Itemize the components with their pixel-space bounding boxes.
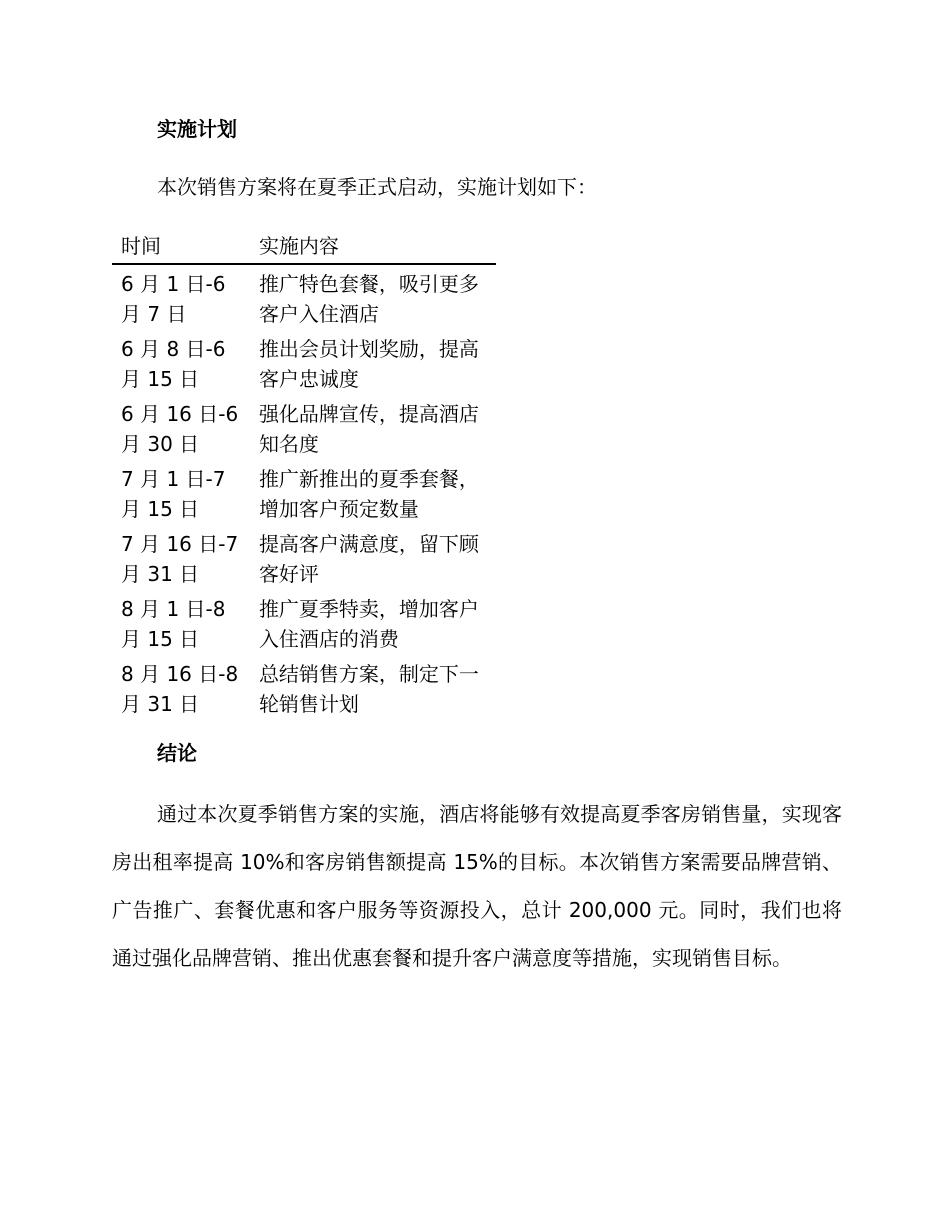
table-header-row [112,231,496,264]
section-heading-conclusion: 结论 [157,741,197,765]
table-cell-time: 6 月 16 日-6 月 30 日 [121,402,239,456]
plan-intro-paragraph: 本次销售方案将在夏季正式启动，实施计划如下： [157,175,597,199]
conclusion-paragraph: 通过本次夏季销售方案的实施，酒店将能够有效提高夏季客房销售量，实现客房出租率提高 10%和客房销售额提高 15%的目标。本次销售方案需要品牌营销、广告推广、套餐优惠和客户服务等资源投入，总计 200,000 元。同时，我们也将通过强化品牌营销、推出优惠套餐和提升客户满意度等措施，实现销售目标。 [112,802,842,970]
table-cell-content: 推广特色套餐，吸引更多客户入住酒店 [258,272,479,326]
table-cell-time: 6 月 8 日-6 月 15 日 [121,337,226,391]
table-row [112,589,496,654]
table-row [112,524,496,589]
column-header-content: 实施内容 [250,231,496,264]
table-cell-content: 推出会员计划奖励，提高客户忠诚度 [258,337,479,391]
table-cell-content: 提高客户满意度，留下顾客好评 [258,532,479,586]
section-heading-plan: 实施计划 [157,117,237,141]
table-row [112,264,496,329]
table-cell-time: 8 月 16 日-8 月 31 日 [121,662,239,716]
table-cell-time: 6 月 1 日-6 月 7 日 [121,272,226,326]
table-cell-content: 强化品牌宣传，提高酒店知名度 [258,402,479,456]
table-row [112,329,496,394]
table-row [112,394,496,459]
table-cell-time: 8 月 1 日-8 月 15 日 [121,597,226,651]
table-row [112,459,496,524]
table-cell-content: 总结销售方案，制定下一轮销售计划 [258,662,479,716]
schedule-table [112,231,496,719]
column-header-time: 时间 [112,231,250,264]
table-cell-content: 推广新推出的夏季套餐，增加客户预定数量 [258,467,479,521]
table-row [112,654,496,719]
table-cell-content: 推广夏季特卖，增加客户入住酒店的消费 [258,597,479,651]
table-cell-time: 7 月 16 日-7 月 31 日 [121,532,239,586]
table-cell-time: 7 月 1 日-7 月 15 日 [121,467,226,521]
